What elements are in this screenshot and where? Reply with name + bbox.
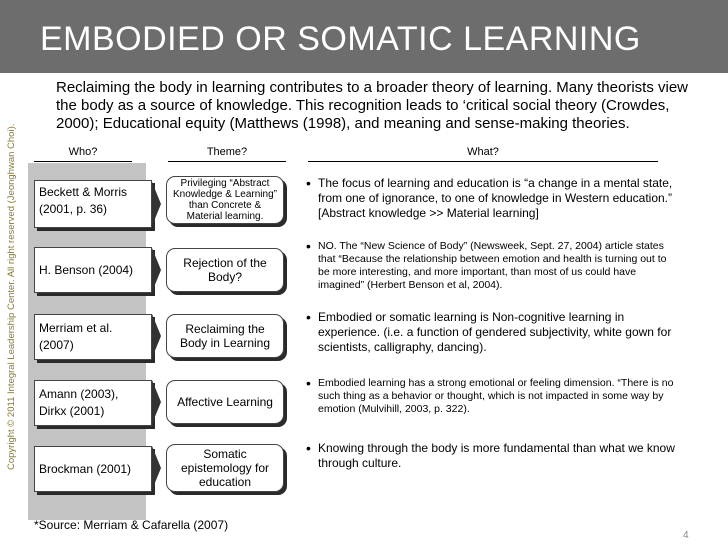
what-item-1 <box>306 176 678 221</box>
header-theme: Theme? <box>206 146 248 158</box>
what-text-3: Embodied or somatic learning is Non-cognitive learning in experience. (i.e. a function of gendered subjectivity, white gown for scientists, calligraphy, dancing). <box>318 310 672 354</box>
what-text-4: Embodied learning has a strong emotional or feeling dimension. “There is no such thing as a behavior or thought, which is not impacted in some way by emotion (Mulvihill, 2003, p. 322). <box>318 377 674 415</box>
who-arrow-5 <box>152 446 161 490</box>
theme-box-1 <box>166 176 284 224</box>
who-text-5: Brockman (2001) <box>39 462 132 476</box>
theme-box-3 <box>166 314 284 358</box>
what-item-5 <box>306 441 678 471</box>
what-item-2 <box>306 240 678 292</box>
who-arrow-3 <box>152 314 161 358</box>
who-box-1 <box>34 180 152 228</box>
theme-text-5: Somatic epistemology for education <box>180 447 270 489</box>
who-box-2 <box>34 247 152 293</box>
theme-box-2 <box>166 248 284 292</box>
header-who: Who? <box>68 146 98 158</box>
what-item-3 <box>306 310 678 355</box>
who-box-3 <box>34 314 152 360</box>
what-text-1: The focus of learning and education is “a change in a mental state, from one of ignorance, to one of knowledge in Western education.” [Abstract knowledge >> Material learning] <box>318 176 673 220</box>
header-who-rule <box>34 161 132 162</box>
theme-text-1: Privileging “Abstract Knowledge & Learning” than Concrete & Material learning. <box>173 178 277 222</box>
who-box-4 <box>34 380 152 426</box>
who-arrow-4 <box>152 380 161 424</box>
theme-box-4 <box>166 380 284 424</box>
source-citation: *Source: Merriam & Cafarella (2007) <box>34 518 229 532</box>
header-what-rule <box>308 161 658 162</box>
intro-paragraph: Reclaiming the body in learning contributes to a broader theory of learning. Many theorists view the body as a source of knowledge. This recognition leads to ‘critical social theory (Crowdes, 2000); Educational equity (Matthews (1998), and meaning and sense-making theories. <box>56 79 689 132</box>
header-theme-rule <box>168 161 286 162</box>
theme-text-3: Reclaiming the Body in Learning <box>179 322 271 350</box>
page-number: 4 <box>683 530 689 541</box>
header-what: What? <box>467 146 499 158</box>
slide-title: EMBODIED OR SOMATIC LEARNING <box>40 20 641 58</box>
theme-text-4: Affective Learning <box>177 395 273 409</box>
copyright-notice: Copyright © 2011 Integral Leadership Center. All right reserved (Jeonghwan Choi). <box>6 123 17 470</box>
theme-text-2: Rejection of the Body? <box>183 256 267 284</box>
bullet-icon: • <box>306 375 311 391</box>
who-box-5 <box>34 446 152 492</box>
what-text-5: Knowing through the body is more fundamental than what we know through culture. <box>318 441 675 470</box>
who-text-4: Amann (2003), Dirkx (2001) <box>39 387 119 418</box>
what-text-2: NO. The “New Science of Body” (Newsweek, Sept. 27, 2004) article states that “Because the relationship between emotion and health is turning out to be more interesting, and more important, than most of us could have imagined” (Herbert Benson et al, 2004). <box>318 240 667 291</box>
bullet-icon: • <box>306 175 311 191</box>
who-text-2: H. Benson (2004) <box>39 263 134 277</box>
bullet-icon: • <box>306 309 311 325</box>
who-text-1: Beckett & Morris (2001, p. 36) <box>39 185 128 216</box>
what-item-4 <box>306 377 678 416</box>
bullet-icon: • <box>306 440 311 456</box>
who-arrow-2 <box>152 248 161 292</box>
who-arrow-1 <box>152 182 161 226</box>
who-text-3: Merriam et al. (2007) <box>39 321 113 352</box>
bullet-icon: • <box>306 238 311 254</box>
theme-box-5 <box>166 444 284 492</box>
